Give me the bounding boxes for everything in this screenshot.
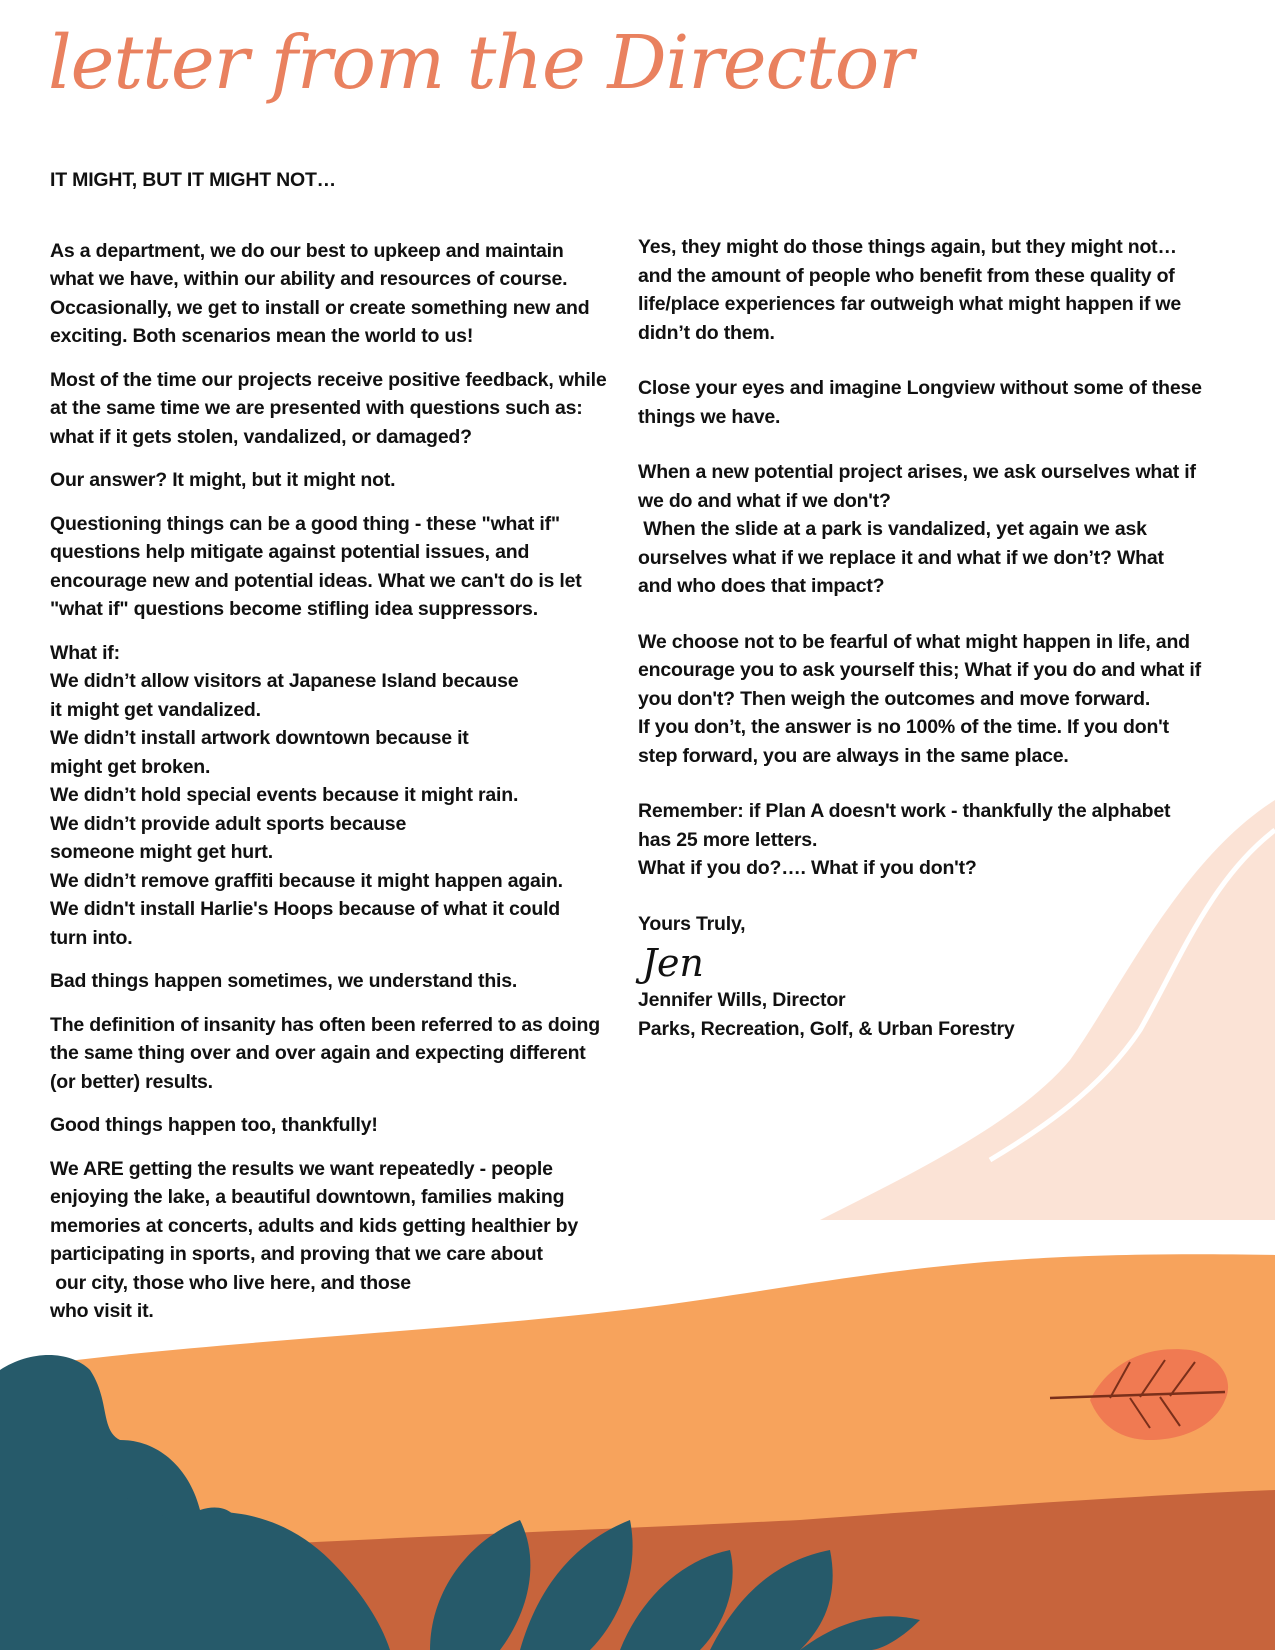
text-line: Occasionally, we get to install or create something new and <box>50 296 590 319</box>
text-line: If you don’t, the answer is no 100% of the time. If you don't <box>638 716 1169 738</box>
right-column <box>638 233 1208 1043</box>
text-line: life/place experiences far outweigh what might happen if we <box>638 293 1181 315</box>
text-line: ourselves what if we replace it and what if we don’t? What <box>638 546 1164 569</box>
closing-line: Yours Truly, <box>638 912 746 935</box>
text-line: Our answer? It might, but it might not. <box>50 469 396 491</box>
text-line: we do and what if we don't? <box>638 489 891 512</box>
text-line: As a department, we do our best to upkeep and maintain <box>50 239 564 262</box>
text-line: We didn't install Harlie's Hoops because of what it could <box>50 898 561 920</box>
text-line: We ARE getting the results we want repeatedly - people <box>50 1157 553 1180</box>
text-line: participating in sports, and proving that we care about <box>50 1243 543 1265</box>
paragraph <box>50 1111 625 1140</box>
text-line: and who does that impact? <box>638 575 885 597</box>
text-line: We choose not to be fearful of what might happen in life, and <box>638 630 1190 653</box>
text-line: the same thing over and over again and expecting different <box>50 1042 586 1064</box>
paragraph <box>638 374 1208 431</box>
page-title: letter from the Director <box>48 20 913 106</box>
paragraph <box>50 466 625 495</box>
paragraph <box>50 510 625 624</box>
text-line: it might get vandalized. <box>50 698 261 721</box>
text-line: Remember: if Plan A doesn't work - thankfully the alphabet <box>638 800 1171 822</box>
what-if-list <box>50 639 625 953</box>
text-line: Good things happen too, thankfully! <box>50 1114 378 1136</box>
text-line: and the amount of people who benefit from these quality of <box>638 264 1175 287</box>
text-line: The definition of insanity has often been referred to as doing <box>50 1013 600 1036</box>
text-line: encourage you to ask yourself this; What if you do and what if <box>638 659 1201 681</box>
paragraph <box>638 458 1208 601</box>
text-line: someone might get hurt. <box>50 841 273 863</box>
text-line: didn’t do them. <box>638 321 775 344</box>
text-line: We didn’t hold special events because it might rain. <box>50 784 519 806</box>
text-line: memories at concerts, adults and kids getting healthier by <box>50 1214 579 1237</box>
text-line: things we have. <box>638 405 781 428</box>
paragraph <box>638 233 1208 347</box>
text-line: Bad things happen sometimes, we understand this. <box>50 970 518 992</box>
paragraph <box>50 1155 625 1326</box>
text-line: enjoying the lake, a beautiful downtown, families making <box>50 1186 565 1208</box>
text-line: When a new potential project arises, we ask ourselves what if <box>638 461 1196 483</box>
text-line: Close your eyes and imagine Longview without some of these <box>638 377 1202 399</box>
text-line: who visit it. <box>50 1300 154 1322</box>
text-line: (or better) results. <box>50 1070 213 1093</box>
text-line: When the slide at a park is vandalized, yet again we ask <box>638 518 1147 540</box>
paragraph <box>50 1011 625 1097</box>
text-line: what we have, within our ability and resources of course. <box>50 268 568 290</box>
signature: Jen <box>642 941 704 985</box>
text-line: might get broken. <box>50 755 211 778</box>
text-line: our city, those who live here, and those <box>50 1271 411 1294</box>
text-line: what if it gets stolen, vandalized, or damaged? <box>50 425 472 448</box>
signer-name: Jennifer Wills, Director <box>638 989 846 1011</box>
text-line: What if: <box>50 641 120 664</box>
text-line: step forward, you are always in the same place. <box>638 744 1069 767</box>
paragraph <box>638 797 1208 883</box>
paragraph <box>638 628 1208 771</box>
left-column <box>50 166 625 1341</box>
text-line: Yes, they might do those things again, but they might not… <box>638 236 1177 258</box>
text-line: Most of the time our projects receive positive feedback, while <box>50 368 607 391</box>
signer-organization: Parks, Recreation, Golf, & Urban Forestry <box>638 1017 1015 1040</box>
paragraph <box>50 967 625 996</box>
paragraph <box>50 366 625 452</box>
text-line: We didn’t allow visitors at Japanese Island because <box>50 670 519 692</box>
text-line: We didn’t install artwork downtown because it <box>50 727 469 749</box>
text-line: We didn’t remove graffiti because it might happen again. <box>50 869 563 892</box>
paragraph <box>50 237 625 351</box>
text-line: turn into. <box>50 926 133 949</box>
text-line: What if you do?…. What if you don't? <box>638 857 977 879</box>
text-line: We didn’t provide adult sports because <box>50 812 407 835</box>
section-heading: IT MIGHT, BUT IT MIGHT NOT… <box>50 169 336 191</box>
text-line: encourage new and potential ideas. What we can't do is let <box>50 569 582 592</box>
text-line: at the same time we are presented with questions such as: <box>50 397 583 419</box>
text-line: "what if" questions become stifling idea suppressors. <box>50 598 538 620</box>
text-line: has 25 more letters. <box>638 828 818 851</box>
text-line: exciting. Both scenarios mean the world to us! <box>50 325 474 347</box>
text-line: you don't? Then weigh the outcomes and move forward. <box>638 687 1151 710</box>
text-line: questions help mitigate against potential issues, and <box>50 541 530 563</box>
text-line: Questioning things can be a good thing - these "what if" <box>50 512 560 535</box>
